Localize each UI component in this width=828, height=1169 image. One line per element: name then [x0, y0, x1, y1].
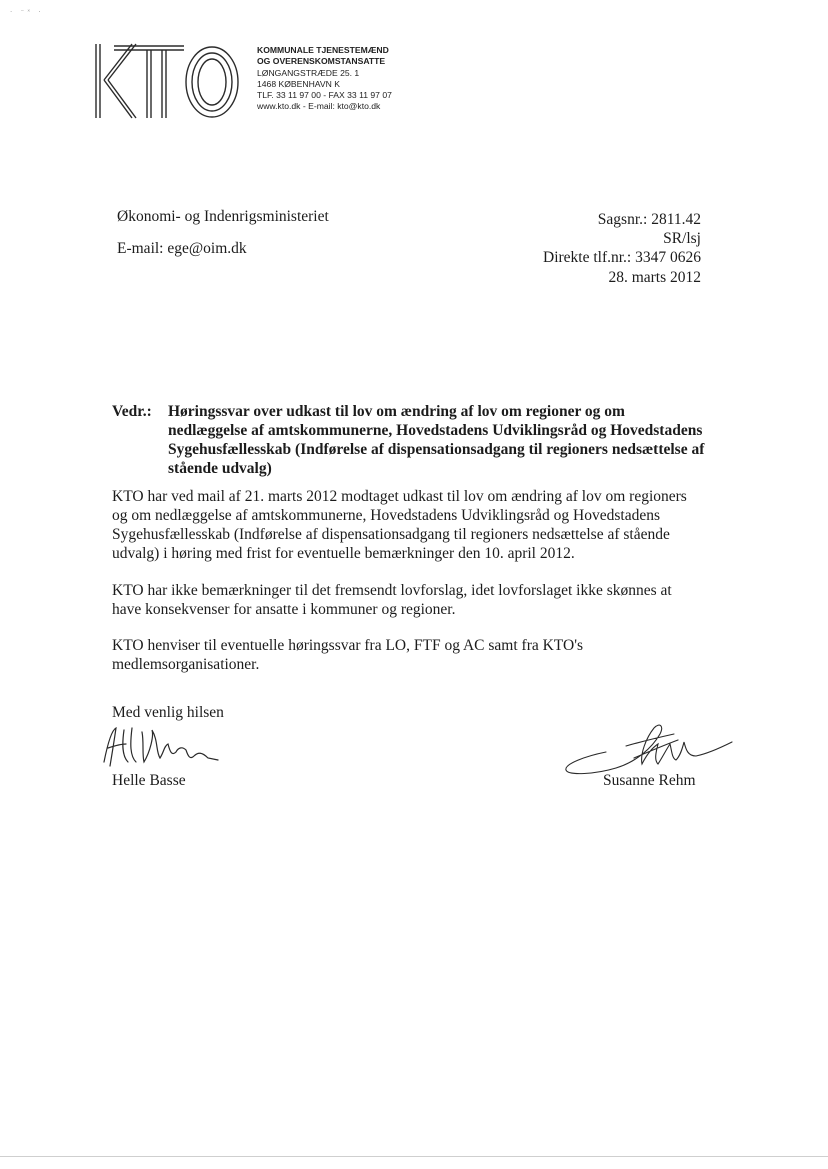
subject-block	[112, 402, 708, 478]
scan-mark: · ⁻ˣ ·	[10, 8, 44, 16]
case-number: Sagsnr.: 2811.42	[597, 211, 701, 228]
org-phone: TLF. 33 11 97 00 - FAX 33 11 97 07	[257, 90, 392, 101]
body-paragraph-1: KTO har ved mail af 21. marts 2012 modtaget udkast til lov om ændring af lov om regioners og om nedlæggelse af amtskommunerne, Hovedstadens Udviklingsråd og Hovedstadens Sygehusfællesskab (Indførelse af dispensationsadgang til regioners nedsættelse af stående udvalg) i høring med frist for eventuelle bemærkninger den 10. april 2012.	[112, 488, 687, 562]
org-name-line1: KOMMUNALE TJENESTEMÆND	[257, 45, 389, 55]
org-name-line2: OG OVERENSKOMSTANSATTE	[257, 56, 386, 67]
subject-text: Høringssvar over udkast til lov om ændring af lov om regioner og om nedlæggelse af amtskommunerne, Hovedstadens Udviklingsråd og Hovedstadens Sygehusfællesskab (Indførelse af dispensationsadgang til regioners nedsættelse af stående udvalg)	[168, 403, 705, 477]
body-paragraph-3: KTO henviser til eventuelle høringssvar fra LO, FTF og AC samt fra KTO's medlemsorganisationer.	[112, 637, 584, 673]
reference-block	[543, 210, 701, 287]
signature-helle-basse	[98, 722, 228, 770]
page-bottom-edge	[0, 1156, 828, 1157]
recipient-block	[117, 207, 329, 259]
signatory-left-name: Helle Basse	[112, 772, 186, 789]
kto-logo	[92, 42, 244, 120]
letter-date: 28. marts 2012	[608, 268, 701, 286]
org-city: 1468 KØBENHAVN K	[257, 78, 340, 89]
recipient-name: Økonomi- og Indenrigsministeriet	[117, 208, 329, 225]
closing-phrase: Med venlig hilsen	[112, 704, 224, 721]
initials: SR/lsj	[663, 230, 701, 248]
recipient-email: E-mail: ege@oim.dk	[117, 240, 247, 257]
body-paragraph-2: KTO har ikke bemærkninger til det fremsendt lovforslag, idet lovforslaget ikke skønnes at have konsekvenser for ansatte i kommuner og regioner.	[112, 582, 672, 618]
signatory-right-name: Susanne Rehm	[603, 772, 696, 789]
direct-phone: Direkte tlf.nr.: 3347 0626	[543, 249, 701, 267]
org-address: LØNGANGSTRÆDE 25. 1	[257, 67, 360, 78]
subject-label: Vedr.:	[112, 403, 152, 420]
org-web: www.kto.dk - E-mail: kto@kto.dk	[257, 101, 381, 112]
letterhead-org-block	[257, 45, 392, 113]
